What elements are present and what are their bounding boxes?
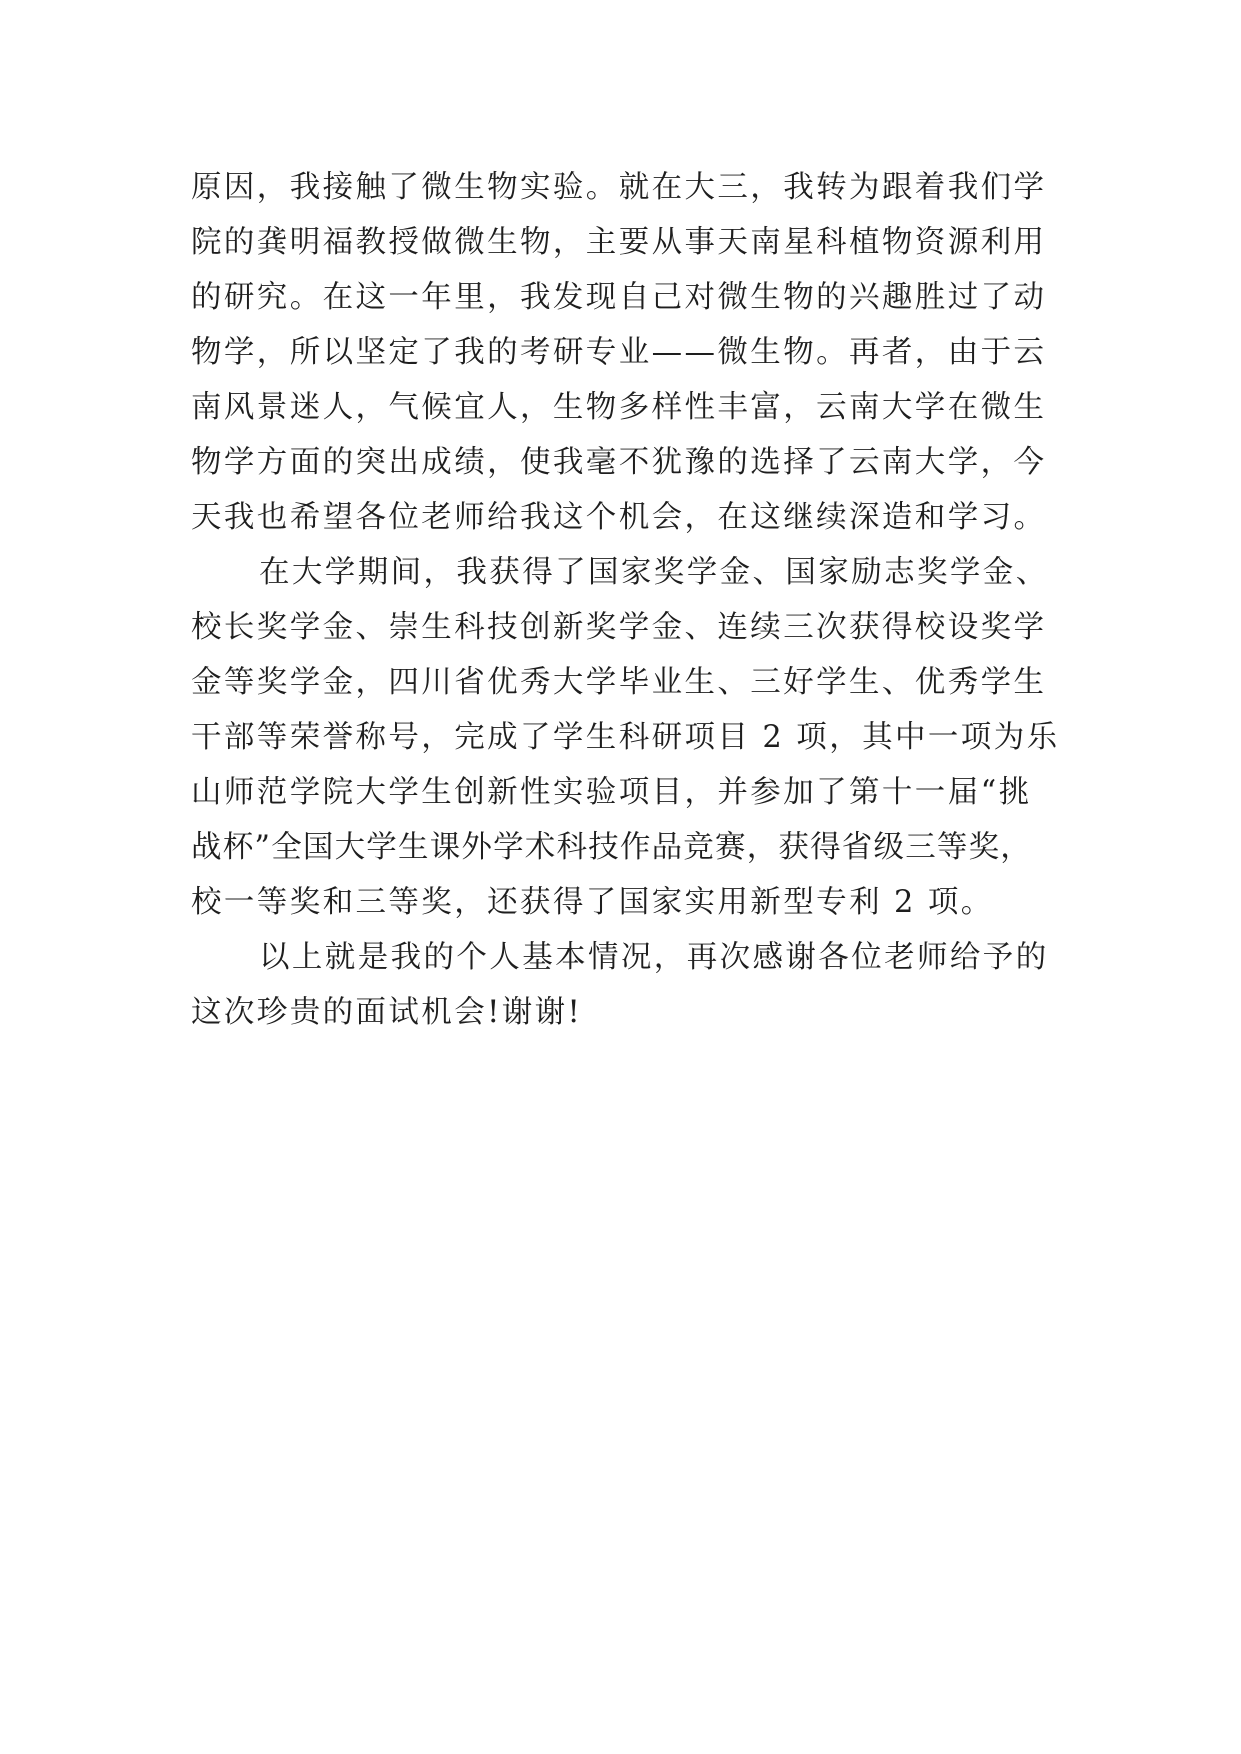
text-line-12: 山师范学院大学生创新性实验项目，并参加了第十一届“挑 bbox=[191, 775, 1032, 810]
text-line-10: 金等奖学金，四川省优秀大学毕业生、三好学生、优秀学生 bbox=[191, 665, 1047, 700]
text-line-15: 以上就是我的个人基本情况，再次感谢各位老师给予的 bbox=[259, 940, 1049, 975]
text-line-13: 战杯”全国大学生课外学术科技作品竞赛，获得省级三等奖， bbox=[191, 830, 1032, 865]
text-line-16: 这次珍贵的面试机会!谢谢! bbox=[191, 995, 583, 1030]
text-line-8: 在大学期间，我获得了国家奖学金、国家励志奖学金、 bbox=[259, 555, 1049, 590]
text-line-7: 天我也希望各位老师给我这个机会，在这继续深造和学习。 bbox=[191, 500, 1047, 535]
text-line-9: 校长奖学金、崇生科技创新奖学金、连续三次获得校设奖学 bbox=[191, 610, 1047, 645]
text-line-6: 物学方面的突出成绩，使我毫不犹豫的选择了云南大学，今 bbox=[191, 445, 1047, 480]
text-line-4: 物学，所以坚定了我的考研专业——微生物。再者，由于云 bbox=[191, 335, 1047, 370]
text-line-3: 的研究。在这一年里，我发现自己对微生物的兴趣胜过了动 bbox=[191, 280, 1047, 315]
text-line-1: 原因，我接触了微生物实验。就在大三，我转为跟着我们学 bbox=[191, 170, 1047, 205]
text-line-5: 南风景迷人，气候宜人，生物多样性丰富，云南大学在微生 bbox=[191, 390, 1047, 425]
text-line-14: 校一等奖和三等奖，还获得了国家实用新型专利 2 项。 bbox=[191, 885, 994, 920]
text-line-11: 干部等荣誉称号，完成了学生科研项目 2 项，其中一项为乐 bbox=[191, 720, 1060, 755]
text-line-2: 院的龚明福教授做微生物，主要从事天南星科植物资源利用 bbox=[191, 225, 1047, 260]
